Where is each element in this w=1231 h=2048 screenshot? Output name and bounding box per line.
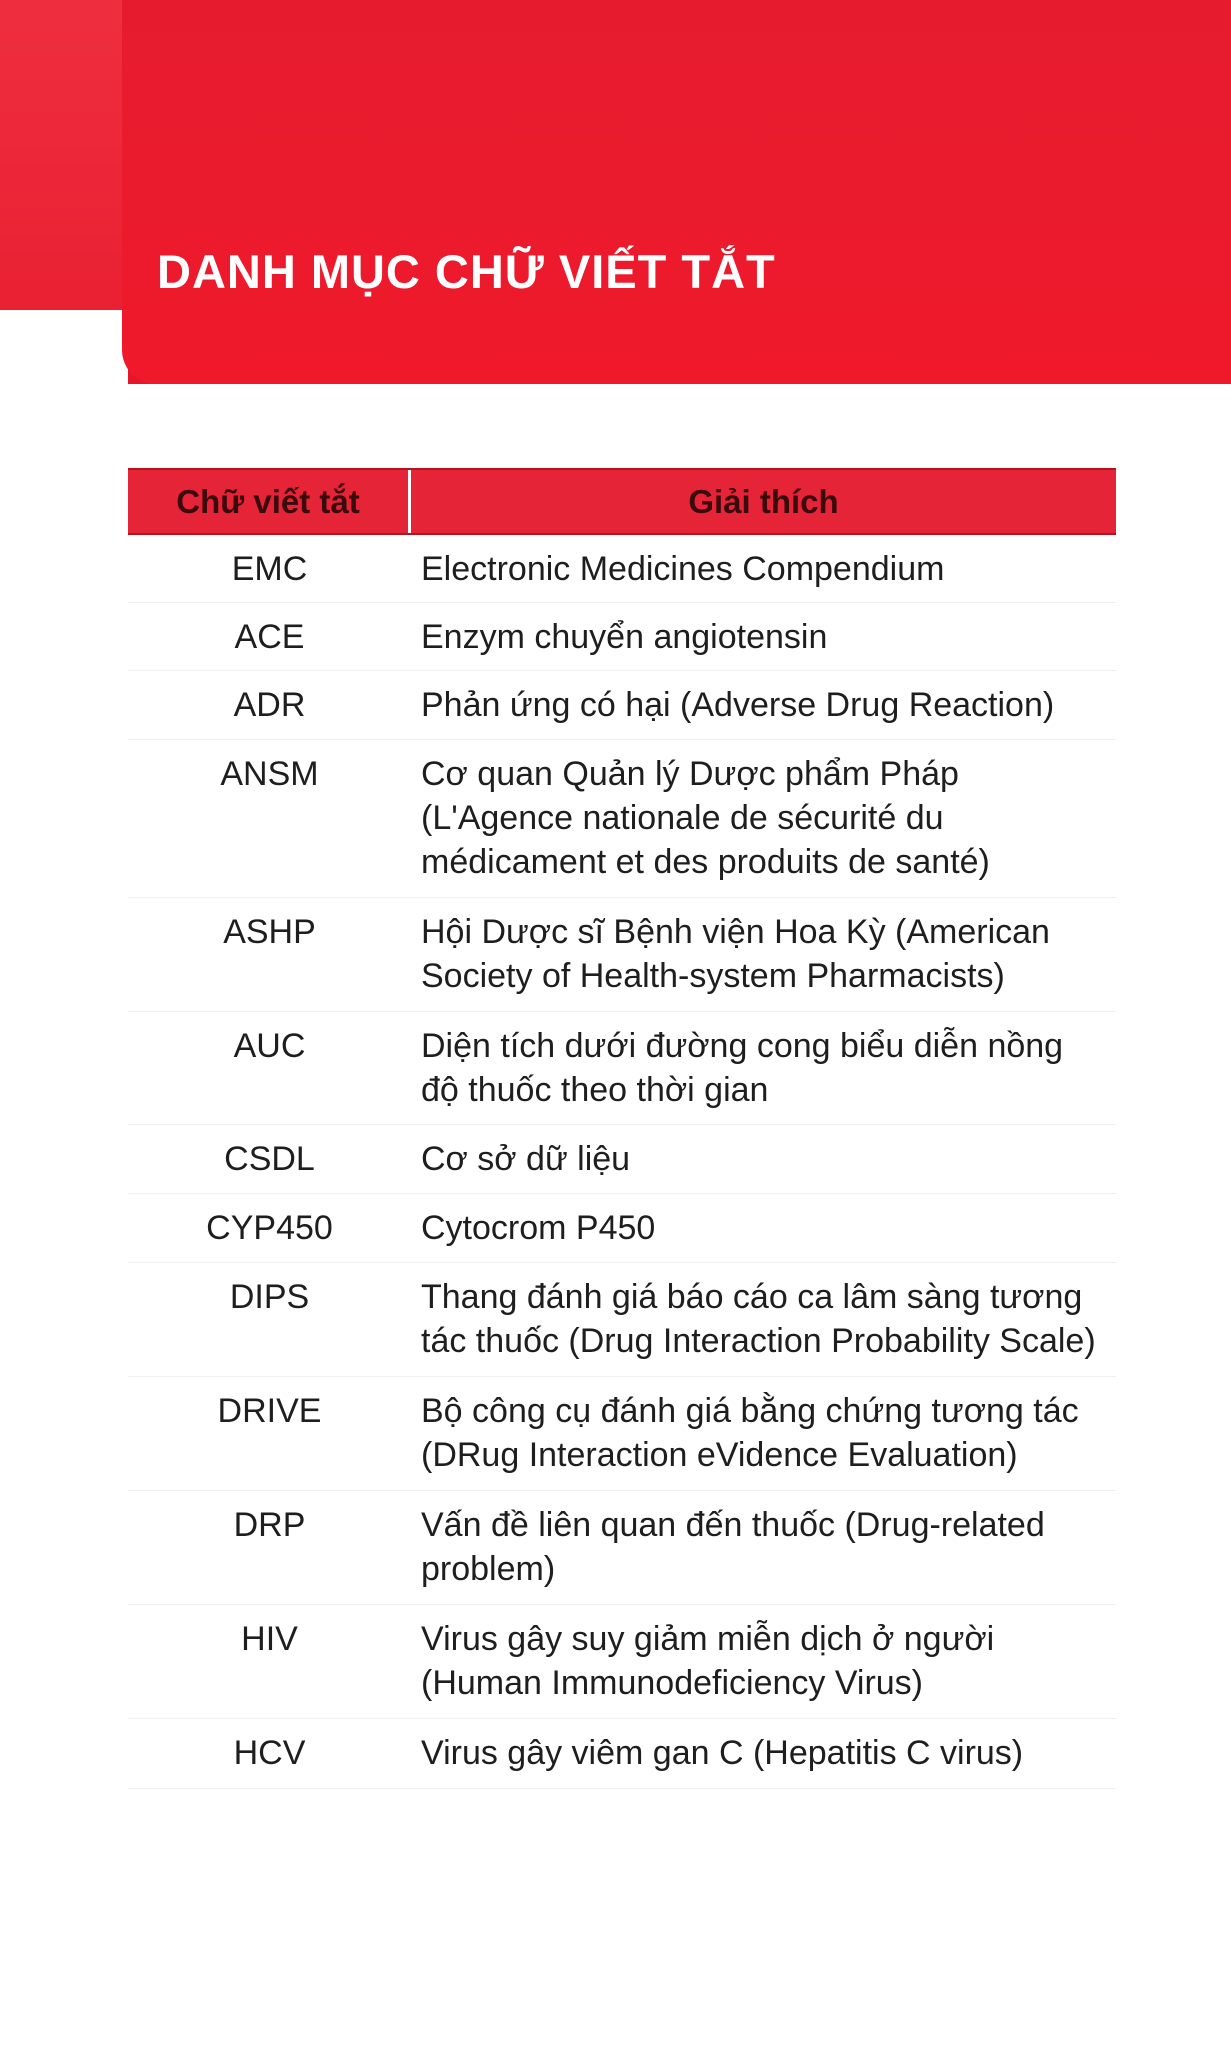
abbreviation-cell: HIV [241, 1620, 298, 1658]
table-row [128, 535, 1116, 603]
abbreviation-cell: EMC [231, 550, 308, 588]
table-header [128, 468, 1116, 535]
table-row [128, 1194, 1116, 1263]
page-title: DANH MỤC CHỮ VIẾT TẮT [157, 245, 776, 298]
table-row [128, 603, 1116, 671]
header-left-tab [0, 0, 128, 310]
column-header-abbreviation: Chữ viết tắt [128, 470, 411, 533]
abbreviation-table [128, 468, 1116, 1789]
abbreviation-cell: ANSM [220, 755, 319, 793]
explanation-cell: Diện tích dưới đường cong biểu diễn nồng độ thuốc theo thời gian [421, 1027, 1064, 1109]
abbreviation-cell: DIPS [229, 1278, 310, 1316]
abbreviation-cell: ASHP [223, 913, 316, 951]
column-header-explanation: Giải thích [688, 482, 839, 520]
explanation-cell: Virus gây suy giảm miễn dịch ở người (Human Immunodeficiency Virus) [421, 1620, 995, 1702]
explanation-cell: Electronic Medicines Compendium [421, 550, 945, 588]
table-row [128, 1012, 1116, 1125]
abbreviation-cell: DRP [233, 1506, 306, 1544]
explanation-cell: Thang đánh giá báo cáo ca lâm sàng tương tác thuốc (Drug Interaction Probability Scale) [421, 1278, 1096, 1360]
explanation-cell: Phản ứng có hại (Adverse Drug Reaction) [421, 686, 1055, 724]
explanation-cell: Cơ sở dữ liệu [421, 1140, 631, 1178]
abbreviation-cell: ADR [233, 686, 306, 724]
abbreviation-cell: CYP450 [206, 1209, 333, 1247]
explanation-cell: Bộ công cụ đánh giá bằng chứng tương tác (DRug Interaction eVidence Evaluation) [421, 1392, 1079, 1474]
header-left-margin [0, 0, 128, 384]
explanation-cell: Hội Dược sĩ Bệnh viện Hoa Kỳ (American Society of Health-system Pharmacists) [421, 913, 1050, 995]
table-row [128, 740, 1116, 898]
explanation-cell: Virus gây viêm gan C (Hepatitis C virus) [421, 1734, 1024, 1772]
explanation-cell: Vấn đề liên quan đến thuốc (Drug-related problem) [421, 1506, 1045, 1588]
abbreviation-cell: HCV [233, 1734, 306, 1772]
table-row [128, 1491, 1116, 1605]
abbreviation-cell: DRIVE [217, 1392, 322, 1430]
explanation-cell: Cytocrom P450 [421, 1209, 656, 1247]
explanation-cell: Cơ quan Quản lý Dược phẩm Pháp (L'Agence nationale de sécurité du médicament et des produits de santé) [421, 755, 990, 881]
table-row [128, 1605, 1116, 1719]
abbreviation-cell: AUC [233, 1027, 306, 1065]
table-row [128, 1377, 1116, 1491]
abbreviation-cell: CSDL [224, 1140, 315, 1178]
table-row [128, 1719, 1116, 1789]
header-card [122, 0, 1231, 384]
explanation-cell: Enzym chuyển angiotensin [421, 618, 828, 656]
table-row [128, 1125, 1116, 1194]
abbreviation-cell: ACE [234, 618, 305, 656]
table-row [128, 671, 1116, 740]
table-row [128, 1263, 1116, 1377]
table-row [128, 898, 1116, 1012]
